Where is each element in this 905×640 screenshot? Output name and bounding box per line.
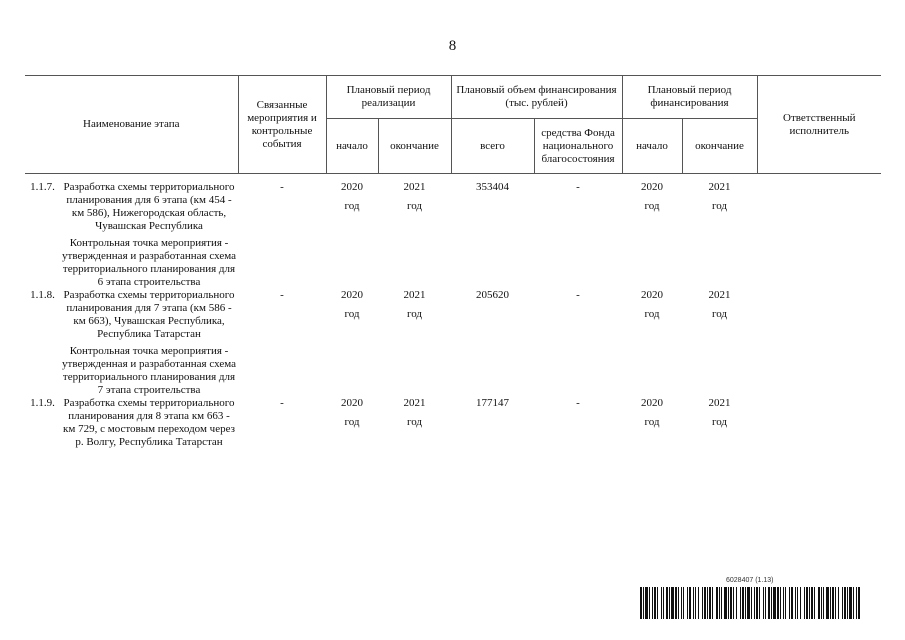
fin-start-year: 2020 [641,397,664,409]
barcode-bar [730,587,732,619]
impl-end-cell [378,289,451,397]
fin-end-unit: год [712,200,728,212]
impl-start-year: 2020 [341,181,364,193]
total-cell: 205620 [476,289,510,301]
total-cell: 353404 [476,181,510,193]
barcode-bar [698,587,699,619]
stage-cell [60,174,238,290]
barcode-bar [747,587,750,619]
impl-start-cell [326,397,378,449]
impl-end-cell [378,397,451,449]
table-header [25,76,881,174]
barcode-bar [742,587,744,619]
barcode-bar [693,587,694,619]
fin-end-year: 2021 [708,289,731,301]
barcode-bar [712,587,713,619]
header-impl-period: Плановый период реализации [326,76,451,119]
barcode-bar [849,587,852,619]
barcode-bar [795,587,796,619]
page-number: 8 [448,38,457,54]
impl-end-unit: год [407,416,423,428]
stage-cell [60,289,238,397]
fin-start-year: 2020 [641,181,664,193]
barcode-bar [771,587,772,619]
header-related: Связанные мероприятия и контрольные события [238,76,326,174]
barcode-bar [740,587,741,619]
header-fund: средства Фонда национального благосостояния [534,119,622,174]
barcode-bar [702,587,703,619]
header-total: всего [451,119,534,174]
barcode-bar [745,587,746,619]
barcode-bar [724,587,727,619]
checkpoint-text: Контрольная точка мероприятия - утвержденная и разработанная схема территориального планирования для 6 этапа строительства [62,237,236,288]
header-end: окончание [378,119,451,174]
barcode-bar [640,587,642,619]
responsible-cell [757,397,881,449]
table-row [25,289,881,397]
fin-start-unit: год [644,200,660,212]
fin-end-unit: год [712,416,728,428]
barcode-bar [763,587,764,619]
barcode-bar [832,587,834,619]
barcode-bar [847,587,848,619]
barcode-bar [669,587,670,619]
responsible-cell [757,289,881,397]
barcode-bar [661,587,662,619]
barcode-bar [800,587,801,619]
barcode-bar [797,587,798,619]
fin-end-year: 2021 [708,181,731,193]
header-stage-name: Наименование этапа [25,76,238,174]
fin-end-cell [682,289,757,397]
barcode-bar [768,587,770,619]
header-volume: Плановый объем финансирования (тыс. рублей) [451,76,622,119]
barcode-bar [704,587,706,619]
barcode-label: 6028407 (1.13) [726,577,774,584]
barcode-bar [736,587,737,619]
barcode-bar [818,587,820,619]
barcode-bar [773,587,776,619]
barcode-bar [654,587,656,619]
header-responsible: Ответственный исполнитель [757,76,881,174]
barcode-bar [821,587,822,619]
barcode-bar [649,587,650,619]
fin-start-unit: год [644,416,660,428]
barcode-bar [844,587,846,619]
impl-start-unit: год [344,416,360,428]
table-row [25,174,881,290]
barcode-bar [716,587,718,619]
row-number: 1.1.7. [30,181,55,193]
barcode-bar [671,587,674,619]
impl-start-cell [326,174,378,290]
barcode-bar [835,587,836,619]
barcode-bar [785,587,786,619]
barcode-bar [789,587,790,619]
barcode-bar [663,587,664,619]
barcode-bar [754,587,755,619]
fin-start-unit: год [644,308,660,320]
impl-start-year: 2020 [341,397,364,409]
barcode-bar [681,587,682,619]
barcode-bar [707,587,708,619]
barcode-bar [689,587,691,619]
barcode-bar [678,587,679,619]
header-fin-period: Плановый период финансирования [622,76,757,119]
barcode-bar [733,587,734,619]
barcode-bar [652,587,653,619]
header-start: начало [326,119,378,174]
barcode-bar [856,587,857,619]
fund-cell: - [576,289,580,301]
total-cell: 177147 [476,397,510,409]
barcode-bar [666,587,668,619]
table-row [25,397,881,449]
barcode-bar [777,587,779,619]
barcode-bar [858,587,860,619]
impl-end-unit: год [407,308,423,320]
barcode-bar [783,587,784,619]
barcode-bar [842,587,843,619]
fin-start-cell [622,289,682,397]
barcode-bar [809,587,810,619]
impl-end-year: 2021 [403,181,426,193]
impl-end-unit: год [407,200,423,212]
fin-start-cell [622,397,682,449]
barcode-bar [830,587,831,619]
fund-cell: - [576,181,580,193]
fin-end-year: 2021 [708,397,731,409]
header-fin-end: окончание [682,119,757,174]
barcode-bar [826,587,829,619]
impl-end-year: 2021 [403,397,426,409]
fin-start-cell [622,174,682,290]
barcode-bar [721,587,722,619]
impl-end-cell [378,174,451,290]
stage-cell [60,397,238,449]
responsible-cell [757,174,881,290]
barcode-bar [806,587,808,619]
checkpoint-text: Контрольная точка мероприятия - утвержденная и разработанная схема территориального планирования для 7 этапа строительства [62,345,236,396]
header-fin-start: начало [622,119,682,174]
impl-start-unit: год [344,308,360,320]
impl-end-year: 2021 [403,289,426,301]
barcode [640,579,860,619]
fin-end-cell [682,397,757,449]
barcode-bar [695,587,696,619]
barcode-bar [811,587,813,619]
barcode-bar [657,587,658,619]
fin-end-cell [682,174,757,290]
barcode-bar [687,587,688,619]
impl-start-cell [326,289,378,397]
barcode-bar [791,587,793,619]
impl-start-unit: год [344,200,360,212]
stage-name: Разработка схемы территориального планирования для 7 этапа (км 586 - км 663), Чувашская Республика, Республика Татарстан [63,289,235,340]
stage-name: Разработка схемы территориального планирования для 8 этапа км 663 - км 729, с мостовым переходом через р. Волгу, Республика Татарстан [63,397,235,448]
related-cell: - [280,289,284,301]
related-cell: - [280,181,284,193]
barcode-bar [759,587,760,619]
barcode-bar [683,587,684,619]
row-number: 1.1.8. [30,289,55,301]
barcode-bar [814,587,815,619]
barcode-bar [853,587,854,619]
fin-start-year: 2020 [641,289,664,301]
row-number: 1.1.9. [30,397,55,409]
barcode-bar [675,587,677,619]
fund-cell: - [576,397,580,409]
related-cell: - [280,397,284,409]
barcode-bar [643,587,644,619]
fin-end-unit: год [712,308,728,320]
barcode-bar [823,587,824,619]
barcode-bar [838,587,839,619]
stages-table [25,75,881,449]
barcode-bar [709,587,711,619]
barcode-bar [780,587,781,619]
stage-name: Разработка схемы территориального планирования для 6 этапа (км 454 - км 586), Нижегородская область, Чувашская Республика [63,181,235,232]
barcode-bar [728,587,729,619]
impl-start-year: 2020 [341,289,364,301]
barcode-bar [765,587,766,619]
barcode-bar [645,587,648,619]
barcode-bar [756,587,758,619]
barcode-bar [804,587,805,619]
barcode-bar [719,587,720,619]
barcode-bar [751,587,752,619]
